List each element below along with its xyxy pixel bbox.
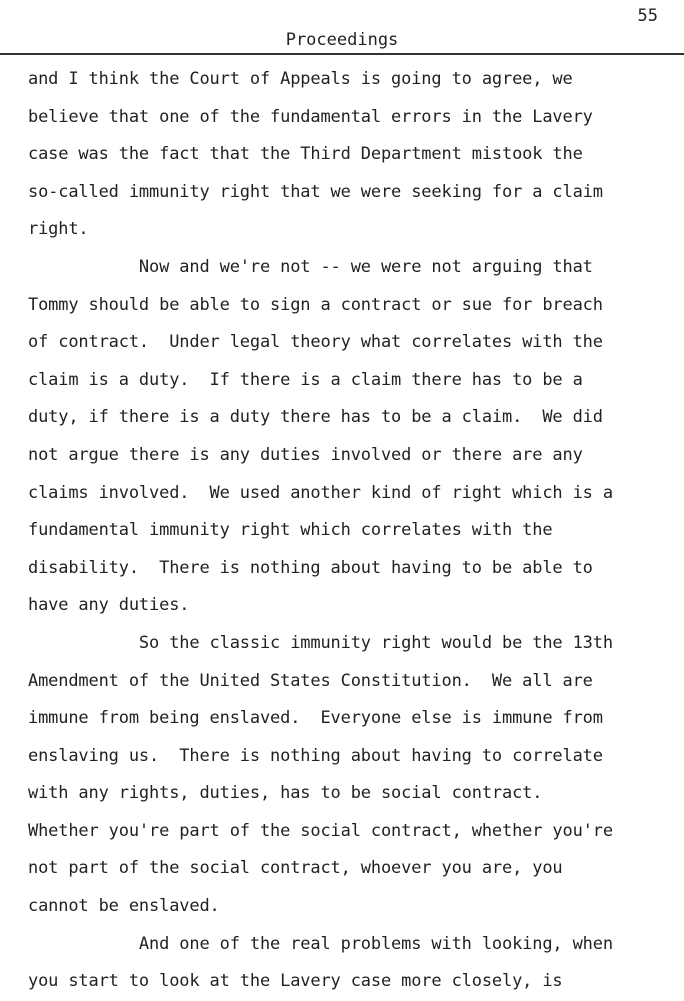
page-header-title: Proceedings (285, 30, 399, 50)
transcript-line: not argue there is any duties involved or there are any (28, 444, 583, 465)
transcript-line: enslaving us. There is nothing about having to correlate (28, 745, 603, 766)
transcript-line: believe that one of the fundamental errors in the Lavery (28, 106, 593, 127)
transcript-line: right. (28, 219, 89, 240)
transcript-line: duty, if there is a duty there has to be a claim. We did (28, 407, 603, 428)
transcript-line: Tommy should be able to sign a contract or sue for breach (28, 294, 603, 315)
transcript-body (28, 61, 676, 1001)
transcript-line: Amendment of the United States Constitution. We all are (28, 670, 593, 691)
transcript-line: of contract. Under legal theory what correlates with the (28, 332, 603, 353)
transcript-line: with any rights, duties, has to be social contract. (28, 783, 543, 804)
transcript-line: Whether you're part of the social contract, whether you're (28, 820, 613, 841)
transcript-line: claim is a duty. If there is a claim there has to be a (28, 369, 583, 390)
transcript-line: so-called immunity right that we were seeking for a claim (28, 181, 603, 202)
transcript-line: not part of the social contract, whoever you are, you (28, 858, 563, 879)
transcript-line: case was the fact that the Third Department mistook the (28, 144, 583, 165)
transcript-line: And one of the real problems with looking, when (28, 933, 613, 954)
transcript-line: have any duties. (28, 595, 190, 616)
transcript-line: disability. There is nothing about having to be able to (28, 557, 593, 578)
page-number: 55 (637, 6, 658, 26)
transcript-line: Now and we're not -- we were not arguing that (28, 256, 593, 277)
transcript-line: fundamental immunity right which correlates with the (28, 520, 553, 541)
transcript-line: and I think the Court of Appeals is going to agree, we (28, 69, 573, 89)
transcript-line: you start to look at the Lavery case more closely, is (28, 971, 563, 992)
transcript-line: cannot be enslaved. (28, 896, 220, 917)
transcript-line: So the classic immunity right would be the 13th (28, 632, 613, 653)
transcript-line: immune from being enslaved. Everyone else is immune from (28, 708, 603, 729)
transcript-line: claims involved. We used another kind of right which is a (28, 482, 613, 503)
header-divider (0, 53, 684, 55)
